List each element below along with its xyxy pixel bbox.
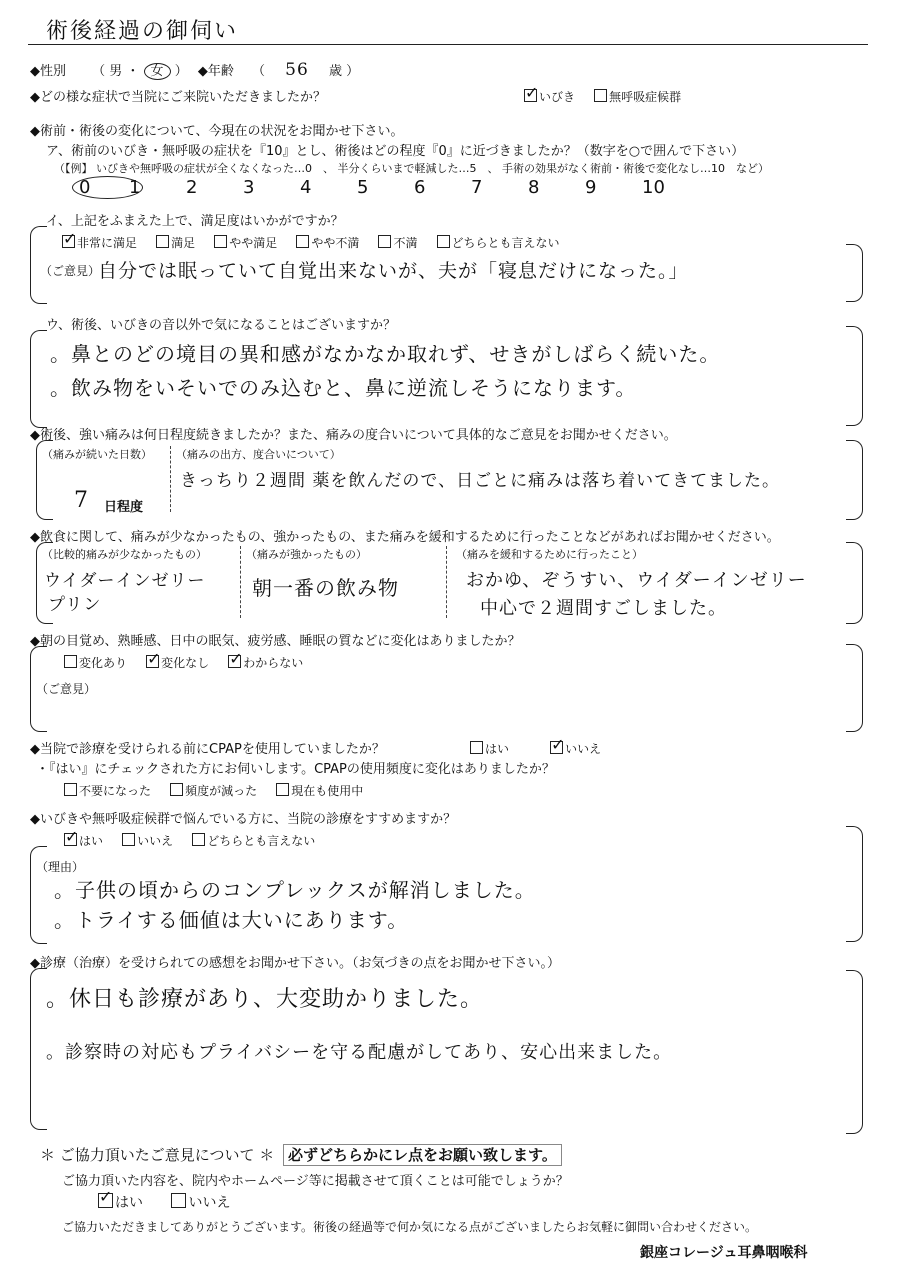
satisfaction-opinion-label: （ご意見） <box>40 264 101 278</box>
cpap-less-frequent[interactable]: 頻度が減った <box>170 782 257 799</box>
scale-8[interactable]: 8 <box>528 177 540 198</box>
satisfaction-opinion[interactable]: 自分では眠っていて自覚出来ないが、夫が「寝息だけになった。」 <box>98 260 689 282</box>
food-col3-line-2[interactable]: 中心で２週間すごしました。 <box>480 598 727 619</box>
sex-label: ◆性別 <box>30 64 66 79</box>
recommend-yes[interactable]: ✓はい <box>64 832 103 849</box>
checkbox-icon <box>214 235 227 248</box>
impression-question: ◆診療（治療）を受けられての感想をお聞かせ下さい。（お気づきの点をお聞かせ下さい。） <box>30 956 560 971</box>
checkbox-icon <box>276 783 289 796</box>
footer-note <box>40 1144 562 1165</box>
scale-1[interactable]: 1 <box>129 177 141 198</box>
checkbox-checked-icon <box>550 741 563 754</box>
pain-degree-label: （痛みの出方、度合いについて） <box>176 448 341 461</box>
checkbox-icon <box>64 655 77 668</box>
food-bracket-right <box>846 542 863 624</box>
change-sub-a: ア、術前のいびき・無呼吸の症状を『10』とし、術後はどの程度『0』に近づきましたか？（数字を○で囲んで下さい） <box>46 144 745 159</box>
morning-changed[interactable]: 変化あり <box>64 654 127 671</box>
scale-5[interactable]: 5 <box>357 177 369 198</box>
other-answer-line-1[interactable]: 。鼻とのどの境目の異和感がなかなか取れず、せきがしばらく続いた。 <box>50 342 721 366</box>
morning-bracket-right <box>846 644 863 732</box>
checkbox-checked-icon <box>524 89 537 102</box>
checkbox-icon <box>192 833 205 846</box>
age-value[interactable]: 56 <box>285 60 309 80</box>
other-bracket-left <box>30 330 47 428</box>
sex-age-row <box>30 60 359 80</box>
recommend-neutral[interactable]: どちらとも言えない <box>192 832 315 849</box>
cpap-no[interactable]: ✓ いいえ <box>550 740 601 757</box>
change-example: （【例】 いびきや無呼吸の症状が全くなくなった…0 、 半分くらいまで軽減した…5 、 手術の効果がなく術前・術後で変化なし…10 など） <box>54 162 769 175</box>
satisfaction-bracket-right <box>846 244 863 302</box>
cpap-question: ◆当院で診療を受けられる前にCPAPを使用していましたか？ <box>30 742 385 757</box>
food-col1-line-1[interactable]: ウイダーインゼリー <box>44 571 206 591</box>
change-scale <box>72 176 699 199</box>
morning-question: ◆朝の目覚め、熟睡感、日中の眠気、疲労感、睡眠の質などに変化はありましたか？ <box>30 634 521 649</box>
symptom-option-apnea[interactable]: 無呼吸症候群 <box>594 88 681 105</box>
clinic-name: 銀座コレージュ耳鼻咽喉科 <box>640 1245 808 1261</box>
pain-bracket-right <box>846 440 863 520</box>
cpap-options <box>470 738 615 757</box>
sex-paren: （ 男 ・ <box>92 64 140 79</box>
pain-degree-answer[interactable]: きっちり２週間 薬を飲んだので、日ごとに痛みは落ち着いてきてました。 <box>180 471 781 491</box>
publish-yes[interactable]: ✓はい <box>98 1192 143 1212</box>
checkbox-icon <box>437 235 450 248</box>
food-col3-label: （痛みを緩和するために行ったこと） <box>456 548 643 561</box>
publish-no[interactable]: いいえ <box>171 1192 230 1212</box>
food-divider-1 <box>240 546 241 618</box>
cpap-not-needed[interactable]: 不要になった <box>64 782 151 799</box>
symptom-options <box>524 86 695 105</box>
age-label: ◆年齢 <box>197 64 234 79</box>
scale-10[interactable]: 10 <box>642 177 665 198</box>
cpap-sub-options <box>64 780 377 799</box>
other-answer-line-2[interactable]: 。飲み物をいそいでのみ込むと、鼻に逆流しそうになります。 <box>50 376 637 400</box>
change-heading: ◆術前・術後の変化について、今現在の状況をお聞かせ下さい。 <box>30 124 404 139</box>
checkbox-icon <box>156 235 169 248</box>
footer-question: ご協力頂いた内容を、院内やホームページ等に掲載させて頂くことは可能でしょうか？ <box>62 1174 569 1189</box>
recommend-question: ◆いびきや無呼吸症候群で悩んでいる方に、当院の診療をすすめますか？ <box>30 812 457 827</box>
page-title: 術後経過の御伺い <box>46 19 239 44</box>
checkbox-checked-icon <box>62 235 75 248</box>
recommend-reason-line-1[interactable]: 。子供の頃からのコンプレックスが解消しました。 <box>54 878 536 902</box>
impression-bracket-right <box>846 970 863 1134</box>
food-col2-line-1[interactable]: 朝一番の飲み物 <box>252 576 399 600</box>
satisfaction-somewhat-dissatisfied[interactable]: やや不満 <box>296 234 359 251</box>
satisfaction-neutral[interactable]: どちらとも言えない <box>437 234 560 251</box>
age-unit: 歳 ） <box>328 64 360 79</box>
checkbox-checked-icon <box>228 655 241 668</box>
checkbox-icon <box>122 833 135 846</box>
title-underline <box>28 44 868 45</box>
impression-line-1[interactable]: 。休日も診療があり、大変助かりました。 <box>46 987 484 1012</box>
pain-days-unit: 日程度 <box>104 500 144 515</box>
cpap-sub-question: ・『はい』にチェックされた方にお伺いします。CPAPの使用頻度に変化はありましたか？ <box>36 762 555 777</box>
other-question: ウ、術後、いびきの音以外で気になることはございますか？ <box>46 318 396 333</box>
footer-note-b: 必ずどちらかにレ点をお願い致します。 <box>283 1144 562 1166</box>
checkbox-icon <box>378 235 391 248</box>
checkbox-icon <box>470 741 483 754</box>
footer-options <box>98 1192 244 1212</box>
satisfaction-question: イ、上記をふまえた上で、満足度はいかがですか？ <box>46 214 344 229</box>
recommend-reason-line-2[interactable]: 。トライする価値は大いにあります。 <box>54 908 409 932</box>
cpap-yes[interactable]: はい <box>470 740 509 757</box>
sex-female-option[interactable]: 女 <box>144 63 171 80</box>
morning-options <box>64 652 317 671</box>
satisfaction-somewhat-satisfied[interactable]: やや満足 <box>214 234 277 251</box>
recommend-bracket-right <box>846 826 863 942</box>
food-col1-label: （比較的痛みが少なかったもの） <box>42 548 207 561</box>
pain-days-value[interactable]: 7 <box>74 488 89 513</box>
food-col1-line-2[interactable]: プリン <box>48 595 102 615</box>
cpap-still-using[interactable]: 現在も使用中 <box>276 782 363 799</box>
recommend-no[interactable]: いいえ <box>122 832 173 849</box>
footer-note-a: ＊ ご協力頂いたご意見について ＊ <box>40 1146 275 1164</box>
food-question: ◆飲食に関して、痛みが少なかったもの、強かったもの、また痛みを緩和するために行ったことなどがあればお聞かせください。 <box>30 530 780 545</box>
morning-no-change[interactable]: ✓ 変化なし <box>146 654 209 671</box>
pain-question: ◆術後、強い痛みは何日程度続きましたか？また、痛みの度合いについて具体的なご意見をお聞かせください。 <box>30 428 677 443</box>
scale-7[interactable]: 7 <box>471 177 483 198</box>
impression-line-2[interactable]: 。診察時の対応もプライバシーを守る配慮がしてあり、安心出来ました。 <box>46 1042 673 1063</box>
checkbox-checked-icon <box>146 655 159 668</box>
symptom-option-snoring[interactable]: ✓ いびき <box>524 88 575 105</box>
impression-bracket-left <box>30 968 47 1130</box>
footer-thanks: ご協力いただきましてありがとうございます。術後の経過等で何か気になる点がございましたらお気軽に御問い合わせください。 <box>62 1220 758 1234</box>
other-bracket-right <box>846 326 863 426</box>
checkbox-checked-icon <box>98 1193 113 1208</box>
scale-0[interactable]: 0 <box>72 176 129 199</box>
recommend-options <box>64 830 329 849</box>
scale-9[interactable]: 9 <box>585 177 597 198</box>
morning-opinion-label: （ご意見） <box>36 682 97 696</box>
checkbox-icon <box>296 235 309 248</box>
checkbox-icon <box>64 783 77 796</box>
recommend-reason-label: （理由） <box>36 860 85 874</box>
symptom-question: ◆どの様な症状で当院にご来院いただきましたか？ <box>30 90 326 105</box>
sex-close: ） <box>174 64 188 79</box>
scale-6[interactable]: 6 <box>414 177 426 198</box>
pain-divider <box>170 446 171 512</box>
age-open: （ <box>252 64 266 79</box>
scale-4[interactable]: 4 <box>300 177 312 198</box>
checkbox-icon <box>170 783 183 796</box>
satisfaction-satisfied[interactable]: 満足 <box>156 234 195 251</box>
satisfaction-dissatisfied[interactable]: 不満 <box>378 234 417 251</box>
food-col3-line-1[interactable]: おかゆ、ぞうすい、ウイダーインゼリー <box>466 570 807 591</box>
checkbox-icon <box>171 1193 186 1208</box>
checkbox-icon <box>594 89 607 102</box>
scale-3[interactable]: 3 <box>243 177 255 198</box>
satisfaction-options <box>62 232 574 251</box>
scale-2[interactable]: 2 <box>186 177 198 198</box>
satisfaction-very-satisfied[interactable]: ✓非常に満足 <box>62 234 137 251</box>
morning-unknown[interactable]: ✓ わからない <box>228 654 303 671</box>
pain-days-label: （痛みが続いた日数） <box>42 448 152 461</box>
checkbox-checked-icon <box>64 833 77 846</box>
food-col2-label: （痛みが強かったもの） <box>246 548 367 561</box>
food-divider-2 <box>446 546 447 618</box>
